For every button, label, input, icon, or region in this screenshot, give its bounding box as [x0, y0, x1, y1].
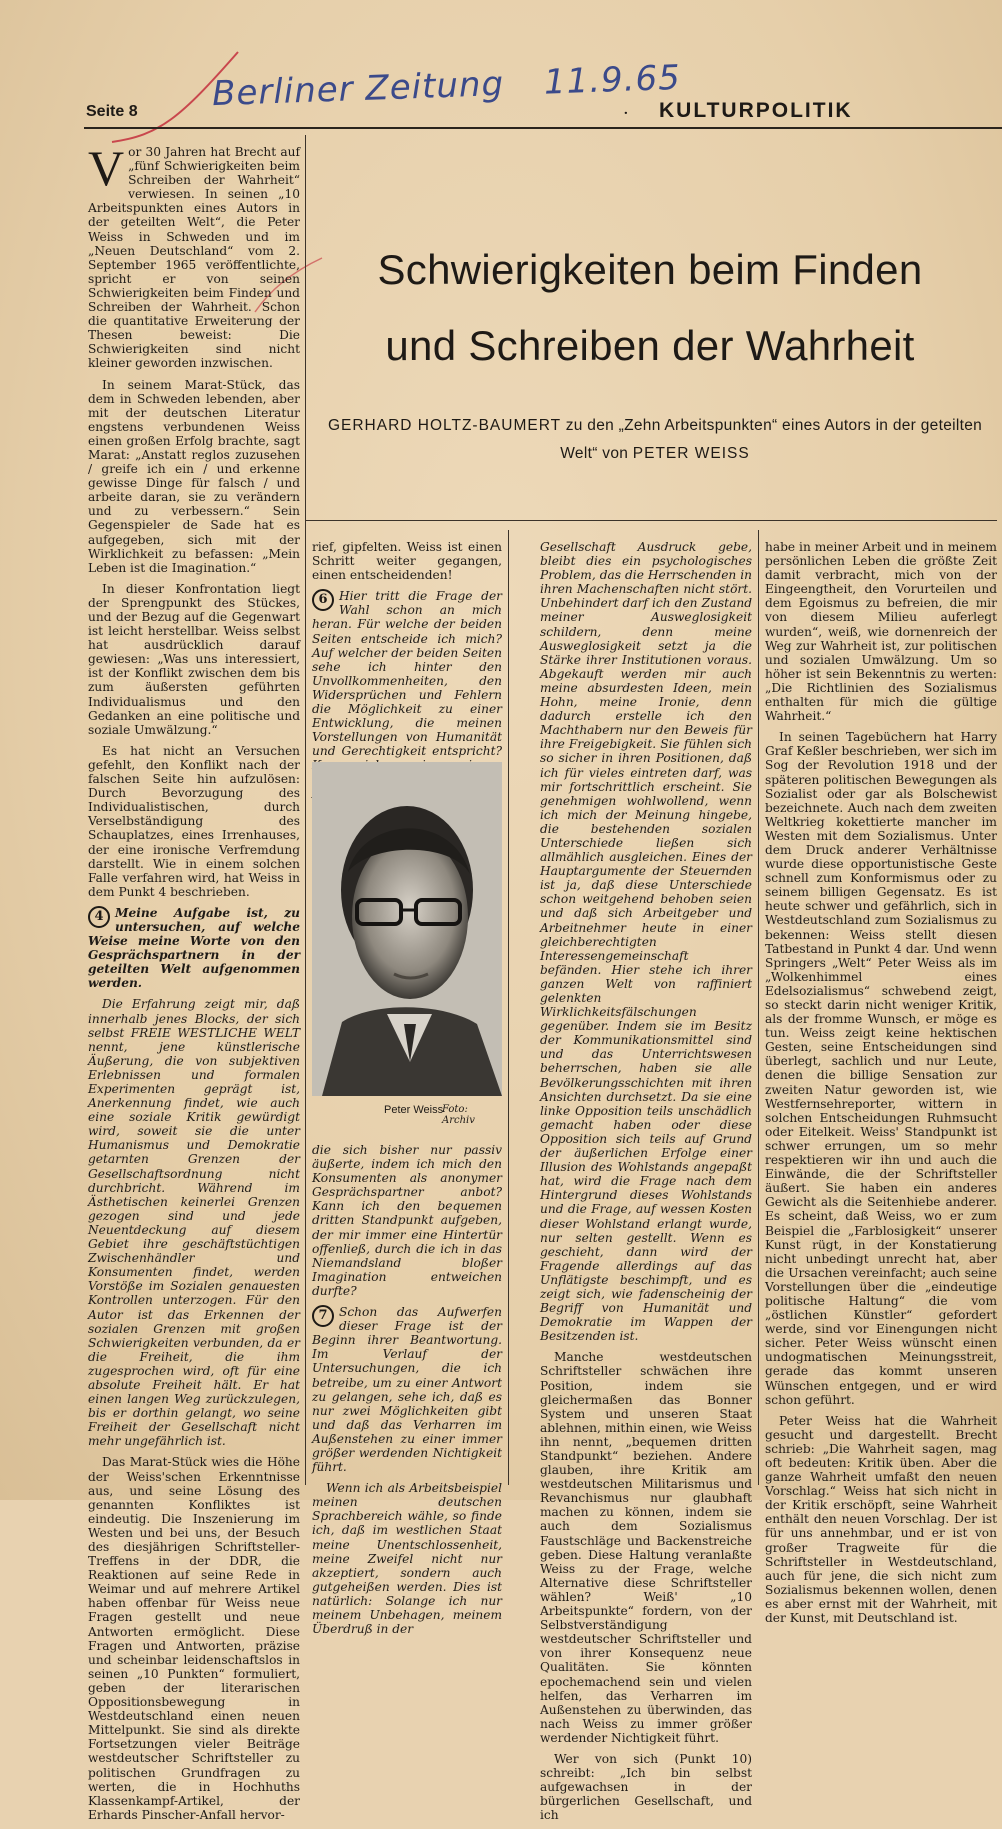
column-3	[540, 540, 752, 1829]
lead-paragraph: Vor 30 Jahren hat Brecht auf „fünf Schwierigkeiten beim Schreiben der Wahrheit“ verwiesen. In seinen „10 Arbeitspunkten eines Autors in der geteilten Welt“, die Peter Weiss in Schweden und im „Neuen Deutschland“ vom 2. September 1965 veröffentlichte, spricht er von seinen Schwierigkeiten beim Finden und Schreiben der Wahrheit. Schon die quantitative Erweiterung der Thesen beweist: Die Schwierigkeiten sind nicht kleiner geworden inzwischen.	[88, 140, 300, 371]
paragraph: Das Marat-Stück wies die Höhe der Weiss'schen Erkenntnisse aus, und seine Lösung des genannten Konfliktes ist eindeutig. Die Inszenierung im Westen und bei uns, der Besuch des diesjährigen Schriftsteller-Treffens in der DDR, die Reaktionen auf seine Rede in Weimar und auf mehrere Artikel haben offenbar für Weiss neue Fragen gestellt und neue Antworten ermöglicht. Diese Fragen und Antworten, präzise und scheinbar leidenschaftslos in seinen „10 Punkten“ formuliert, geben der literarischen Oppositionsbewegung in Westdeutschland einen neuen Mittelpunkt. Sie sind als direkte Fortsetzungen vieler Beiträge westdeutscher Schriftsteller zu politischen Grundfragen zu werten, die in Hochhuths Klassenkampf-Artikel, der Erhards Pinscher-Anfall hervor-	[88, 1455, 300, 1822]
header-dot: ·	[623, 103, 629, 124]
paragraph: habe in meiner Arbeit und in meinem persönlichen Leben die größte Zeit damit verbracht, mich von der Eingeengtheit, den Vorurteilen und dem Egoismus zu befreien, die mir von diesem Milieu auferlegt wurden“, weiß, wie dornenreich der Weg zur Wahrheit ist, zur politischen und sozialen Umwälzung. Um so höher ist sein Bekenntnis zu werten: „Die Richtlinien des Sozialismus enthalten für mich die gültige Wahrheit.“	[765, 540, 997, 724]
column-divider	[305, 135, 306, 1485]
article-byline	[310, 412, 1000, 468]
quoted-paragraph: Die Erfahrung zeigt mir, daß innerhalb jenes Blocks, der sich selbst FREIE WESTLICHE WELT nennt, jene künstlerische Äußerung, die von subjektiven Erlebnissen und formalen Experimenten geprägt ist, Anerkennung findet, wie auch eine soziale Kritik gewürdigt wird, soweit sie die unter Humanismus und Demokratie getarnten Grenzen der Gesellschaftsordnung nicht durchbricht. Während im Ästhetischen keinerlei Grenzen gezogen sind und jede Neuentdeckung auf diesem Gebiet ihre geschäftstüchtigen Zwischenhändler und Konsumenten findet, werden Vorstöße im Sozialen genauesten Kontrollen unterzogen. Für den Autor ist das Erkennen der sozialen Grenzen mit großen Schwierigkeiten verbunden, da er die Freiheit, die ihm zugesprochen wird, oft für eine absolute Freiheit hält. Er hat einen langen Weg zurückzulegen, bis er dorthin gelangt, wo seine Freiheit der Gesellschaft nicht mehr ungefährlich ist.	[88, 997, 300, 1449]
point-number-badge: 6	[312, 589, 334, 611]
page-number: Seite 8	[86, 103, 138, 120]
quoted-paragraph: die sich bisher nur passiv äußerte, indem ich mich den Konsumenten als anonymer Gesprächspartner anbot? Kann ich den bequemen dritten Standpunkt aufgeben, der mir immer eine Hintertür offenließ, durch die ich in das Niemandsland bloßer Imagination entweichen durfte?	[312, 1143, 502, 1298]
paragraph: rief, gipfelten. Weiss ist einen Schritt weiter gegangen, einen entscheidenden!	[312, 540, 502, 583]
section-title: KULTURPOLITIK	[659, 99, 853, 122]
paragraph: Wer von sich (Punkt 10) schreibt: „Ich bin selbst aufgewachsen in der bürgerlichen Gesellschaft, und ich	[540, 1751, 752, 1823]
column-divider	[758, 530, 759, 1485]
quoted-paragraph: Wenn ich als Arbeitsbeispiel meinen deutschen Sprachbereich wähle, so finde ich, daß im westlichen Staat meine Unentschlossenheit, meine Zweifel nicht nur akzeptiert, sondern auch gutgeheißen werden. Dies ist natürlich: Solange ich nur meinem Unbehagen, meinem Überdruß in der	[312, 1481, 502, 1637]
paragraph: Peter Weiss hat die Wahrheit gesucht und dargestellt. Brecht schrieb: „Die Wahrheit sagen, mag oft bedeuten: Kritik üben. Aber die ganze Wahrheit umfaßt den neuen Vorschlag.“ Weiss hat sich nicht in der Kritik erschöpft, seine Wahrheit enthält den neuen Vorschlag. Der ist für uns annehmbar, und er ist von großer Tragweite für die Schriftsteller in Westdeutschland, auch für jene, die sich nicht zum Sozialismus bekennen wollen, denen es aber ernst mit der Wahrheit, mit der Kunst, mit Deutschland ist.	[765, 1413, 997, 1626]
point-number-badge: 4	[88, 906, 110, 928]
paragraph: Manche westdeutschen Schriftsteller schwächen ihre Position, indem sie gleichermaßen das Bonner System und unseren Staat ablehnen, mithin einen, wie Weiss ihn nennt, „bequemen dritten Standpunkt“ beziehen. Andere glauben, ihre Kritik am westdeutschen Militarismus und Revanchismus nur glaubhaft machen zu können, indem sie auch dem Sozialismus Faustschläge und Backenstreiche geben. Diese Haltung veranlaßte Weiss zu der Frage, welche Alternative diese Schriftsteller wählen? Weiß' „10 Arbeitspunkte“ fordern, von der Selbstverständigung westdeutscher Schriftsteller und von ihrer Konsequenz neue Qualitäten. Sie könnten epochemachend sein und vielen helfen, das Verharren im Außenstehen zu überwinden, das nach Weiss zu immer größer werdender Nichtigkeit führt.	[540, 1350, 752, 1745]
point-number-badge: 7	[312, 1305, 334, 1327]
article-headline	[340, 232, 960, 384]
byline-text: zu den „Zehn Arbeitspunkten“ eines Autors in der geteilten Welt“ von	[560, 417, 983, 462]
byline-subject: PETER WEISS	[632, 445, 750, 462]
column-divider	[508, 530, 509, 1485]
paragraph: In dieser Konfrontation liegt der Sprengpunkt des Stückes, und der Bezug auf die Gegenwart ist leicht herstellbar. Weiss selbst hat ausdrücklich darauf gewiesen: „Was uns interessiert, ist der Konflikt zwischen dem bis zum äußersten geführten Individualismus und den Gedanken an eine politische und soziale Umwälzung.“	[88, 581, 300, 737]
caption-credit: Foto: Archiv	[442, 1104, 475, 1126]
column-1	[88, 140, 300, 1829]
quoted-point-6: 6 Hier tritt die Frage der Wahl schon an mich heran. Für welche der beiden Seiten entscheide ich mich? Auf welcher der beiden Seiten sehe ich hinter den Unvollkommenheiten, den Widersprüchen und Fehlern die Möglichkeit zu einer Entwicklung, die meinen Vorstellungen von Humanität und Gerechtigkeit entspricht?	[312, 589, 502, 759]
headline-rule	[305, 520, 997, 521]
portrait-photo	[312, 762, 502, 1096]
column-4	[765, 540, 997, 1632]
handwritten-newspaper-name: Berliner Zeitung	[211, 64, 505, 115]
paragraph: In seinen Tagebüchern hat Harry Graf Keßler beschrieben, wer sich im Sog der Revolution 1918 und der späteren politischen Bewegungen als Sozialist oder gar als Bolschewist bezeichnete. Auch nach dem zweiten Weltkrieg kokettierte mancher im Westen mit dem Sozialismus. Unter dem Druck anderer Verhältnisse wurde diese opportunistische Geste schnell zum Konformismus oder zu seinem billigen Gegensatz. Es ist heute schwer und gefährlich, sich in Westdeutschland zum Sozialismus zu bekennen: Weiss stellt diesen Tatbestand in Punkt 4 dar. Und wenn Springers „Welt“ Peter Weiss als im „Wolkenhimmel eines Edelsozialismus“ schwebend zeigt, so steckt darin nicht weniger Kritik, als der fromme Wunsch, er möge es tun. Weiss zeigt keine hektischen Gesten, seine Entscheidungen sind überlegt, sachlich und nur Leute, denen die billige Sensation zur zweiten Natur geworden ist, wie Westfernsehreporter, wittern in solchen Entscheidungen Ruhmsucht oder Eitelkeit. Weiss' Standpunkt ist schwer errungen, um so mehr respektieren wir ihn und auch die Einwände, die der Schriftsteller äußert. Sie haben ein anderes Gewicht als die Seitenhiebe anderer. Es scheint, daß Weiss, wo er zum Beispiel die „Farblosigkeit“ unserer Kunst rügt, in der Konstatierung nicht unbedingt unrecht hat, aber die Ursachen vereinfacht; auch seine Vorstellungen über die „eindeutige politische Haltung“ die vom „östlichen Künstler“ gefordert werde, sind vor Einengungen nicht sicher. Peter Weiss wünscht einen undogmatischen Meinungsstreit, gerade das kommt unseren Wünschen entgegen, und er wird schon geführt.	[765, 730, 997, 1407]
portrait-image	[312, 762, 502, 1096]
byline-author: GERHARD HOLTZ-BAUMERT	[327, 417, 562, 434]
paragraph: Es hat nicht an Versuchen gefehlt, den Konflikt nach der falschen Seite hin aufzulösen: Durch Bevorzugung des Individualistischen, durch Verselbständigung des Schauplatzes, eines Irrenhauses, der eine ironische Verfremdung darstellt. Wie in einem solchen Falle verfahren wird, hat Weiss in dem Punkt 4 beschrieben.	[88, 743, 300, 899]
paragraph: In seinem Marat-Stück, das dem in Schweden lebenden, aber mit der deutschen Literatur engstens verbundenen Weiss einen großen Erfolg brachte, sagt Marat: „Anstatt reglos zuzusehen / greife ich ein / und erkenne gewisse Dinge für falsch / und arbeite daran, sie zu verändern und zu verbessern.“ Sein Gegenspieler de Sade hat es aufgegeben, sich mit der Wirklichkeit zu befassen: „Mein Leben ist die Imagination.“	[88, 377, 300, 575]
handwritten-date: 11.9.65	[543, 57, 682, 103]
quoted-paragraph: Gesellschaft Ausdruck gebe, bleibt dies ein psychologisches Problem, das die Herrschenden in ihren Machenschaften nicht stört. Unbehindert darf ich den Zustand meiner Ausweglosigkeit schildern, denn meine Ausweglosigkeit setzt ja die Stärke ihrer Institutionen voraus. Abgekauft werden mir auch meine absurdesten Ideen, mein Hohn, meine Ironie, denn dadurch erstelle ich den Machthabern nur den Beweis für ihre Freigebigkeit. Sie fühlen sich so sicher in ihren Positionen, daß ich für vieles eintreten darf, was mir fortschrittlich erscheint. Sie genehmigen wohlwollend, wenn ich mich der Meinung hingebe, die bestehenden sozialen Unterschiede ließen sich allmählich ausgleichen. Eines der Hauptargumente der Steuernden ist ja, daß diese Unterschiede schon weitgehend behoben seien und daß sich Arbeitgeber und Arbeitnehmer heute in einer gleichberechtigten Interessengemeinschaft befänden. Hier stehe ich ihrer ganzen Welt von raffiniert gelenkten Wirklichkeitsfälschungen gegenüber. Indem sie im Besitz der Kommunikationsmittel sind und das Unterrichtswesen beherrschen, haben sie alle Bevölkerungsschichten mit ihren Ansichten durchsetzt. Da sie eine linke Opposition teils unschädlich gemacht haben oder diese Opposition sich teils auf Grund der äußerlichen Erfolge einer Illusion des Wohlstands angepaßt hat, wird die Frage nach dem Hintergrund dieses Wohlstands und die Frage, auf wessen Kosten dieser Wohlstand erlangt wurde, nur selten gestellt. Wenn es geschieht, dann wird der Fragende allerdings auf das Unflätigste beschimpft, und es zeigt sich, wie fadenscheinig der Begriff von Humanität und Demokratie im Wappen der Besitzenden ist.	[540, 540, 752, 1344]
header-rule	[84, 127, 1002, 129]
quoted-point-4: 4 Meine Aufgabe ist, zu untersuchen, auf welche Weise meine Worte von den Gesprächspartnern in der geteilten Welt aufgenommen werden.	[88, 905, 300, 991]
headline-line-1: Schwierigkeiten beim Finden	[377, 246, 923, 293]
drop-cap: V	[88, 140, 125, 196]
headline-line-2: und Schreiben der Wahrheit	[385, 322, 915, 369]
caption-name: Peter Weiss	[384, 1104, 444, 1116]
column-2-bottom	[312, 1143, 502, 1643]
quoted-point-7: 7 Schon das Aufwerfen dieser Frage ist der Beginn ihrer Beantwortung. Im Verlauf der Untersuchungen, die ich betreibe, um zu einer Antwort zu gelangen, sehe ich, daß es nur zwei Möglichkeiten gibt und daß das Verharren im Außenstehen zu einer immer größer werdenden Nichtigkeit führt.	[312, 1305, 502, 1475]
